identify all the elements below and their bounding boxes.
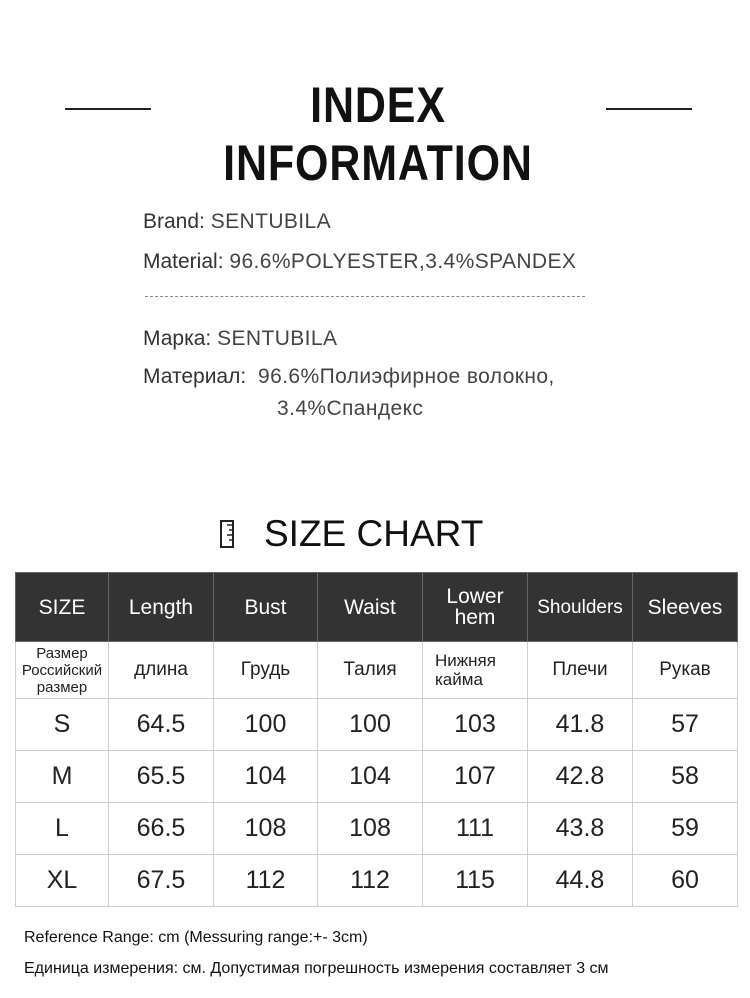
ru-header-size: Размер Российский размер	[16, 642, 109, 699]
cell-waist: 112	[318, 855, 423, 907]
brand-row-en	[143, 210, 331, 234]
ru-header-lower-hem: Нижняя кайма	[423, 642, 528, 699]
brand-label: Brand:	[143, 210, 205, 233]
cell-shoulders: 44.8	[528, 855, 633, 907]
cell-length: 67.5	[109, 855, 214, 907]
ruler-icon	[220, 520, 234, 548]
ru-header-bust: Грудь	[214, 642, 318, 699]
cell-sleeves: 58	[633, 751, 738, 803]
size-chart-heading	[220, 510, 540, 558]
cell-lower-hem: 111	[423, 803, 528, 855]
column-header-lower-hem: Lower hem	[423, 573, 528, 642]
table-row	[16, 751, 738, 803]
index-information-header	[0, 72, 750, 191]
cell-shoulders: 41.8	[528, 699, 633, 751]
cell-length: 66.5	[109, 803, 214, 855]
column-header-length: Length	[109, 573, 214, 642]
reference-range-note-ru: Единица измерения: см. Допустимая погрешность измерения составляет 3 см	[24, 960, 609, 977]
ru-header-shoulders: Плечи	[528, 642, 633, 699]
material-row-en	[143, 250, 576, 274]
cell-lower-hem: 107	[423, 751, 528, 803]
column-header-sleeves: Sleeves	[633, 573, 738, 642]
ru-header-length: длина	[109, 642, 214, 699]
title-divider-right	[606, 108, 692, 110]
cell-waist: 104	[318, 751, 423, 803]
material-value-ru-2: 3.4%Спандекс	[277, 397, 424, 420]
table-row	[16, 699, 738, 751]
cell-waist: 108	[318, 803, 423, 855]
cell-size: S	[16, 699, 109, 751]
size-chart-title: SIZE CHART	[264, 513, 484, 554]
cell-size: L	[16, 803, 109, 855]
cell-size: M	[16, 751, 109, 803]
cell-sleeves: 59	[633, 803, 738, 855]
cell-waist: 100	[318, 699, 423, 751]
title-divider-left	[65, 108, 151, 110]
brand-value-ru: SENTUBILA	[217, 327, 338, 350]
brand-value: SENTUBILA	[210, 210, 332, 233]
ru-header-waist: Талия	[318, 642, 423, 699]
page-title: INDEX INFORMATION	[223, 77, 533, 191]
brand-label-ru: Марка:	[143, 327, 212, 350]
cell-shoulders: 42.8	[528, 751, 633, 803]
material-label: Material:	[143, 250, 224, 273]
material-value: 96.6%POLYESTER,3.4%SPANDEX	[229, 250, 577, 273]
cell-bust: 112	[214, 855, 318, 907]
ru-header-sleeves: Рукав	[633, 642, 738, 699]
table-header-row	[16, 573, 738, 642]
cell-sleeves: 57	[633, 699, 738, 751]
table-row-ru-headers	[16, 642, 738, 699]
material-row-ru-2	[277, 397, 423, 421]
column-header-shoulders: Shoulders	[528, 573, 633, 642]
column-header-bust: Bust	[214, 573, 318, 642]
cell-size: XL	[16, 855, 109, 907]
cell-length: 65.5	[109, 751, 214, 803]
material-value-ru-1: 96.6%Полиэфирное волокно,	[258, 365, 555, 388]
table-row	[16, 855, 738, 907]
brand-row-ru	[143, 327, 337, 351]
cell-shoulders: 43.8	[528, 803, 633, 855]
cell-lower-hem: 103	[423, 699, 528, 751]
reference-range-note: Reference Range: cm (Messuring range:+- 3cm)	[24, 929, 368, 946]
cell-bust: 100	[214, 699, 318, 751]
material-label-ru: Материал:	[143, 365, 247, 388]
dotted-divider	[145, 296, 585, 297]
cell-bust: 108	[214, 803, 318, 855]
table-row	[16, 803, 738, 855]
cell-bust: 104	[214, 751, 318, 803]
cell-length: 64.5	[109, 699, 214, 751]
size-chart-table	[15, 572, 738, 907]
cell-sleeves: 60	[633, 855, 738, 907]
cell-lower-hem: 115	[423, 855, 528, 907]
material-row-ru	[143, 365, 555, 389]
column-header-waist: Waist	[318, 573, 423, 642]
column-header-size: SIZE	[16, 573, 109, 642]
